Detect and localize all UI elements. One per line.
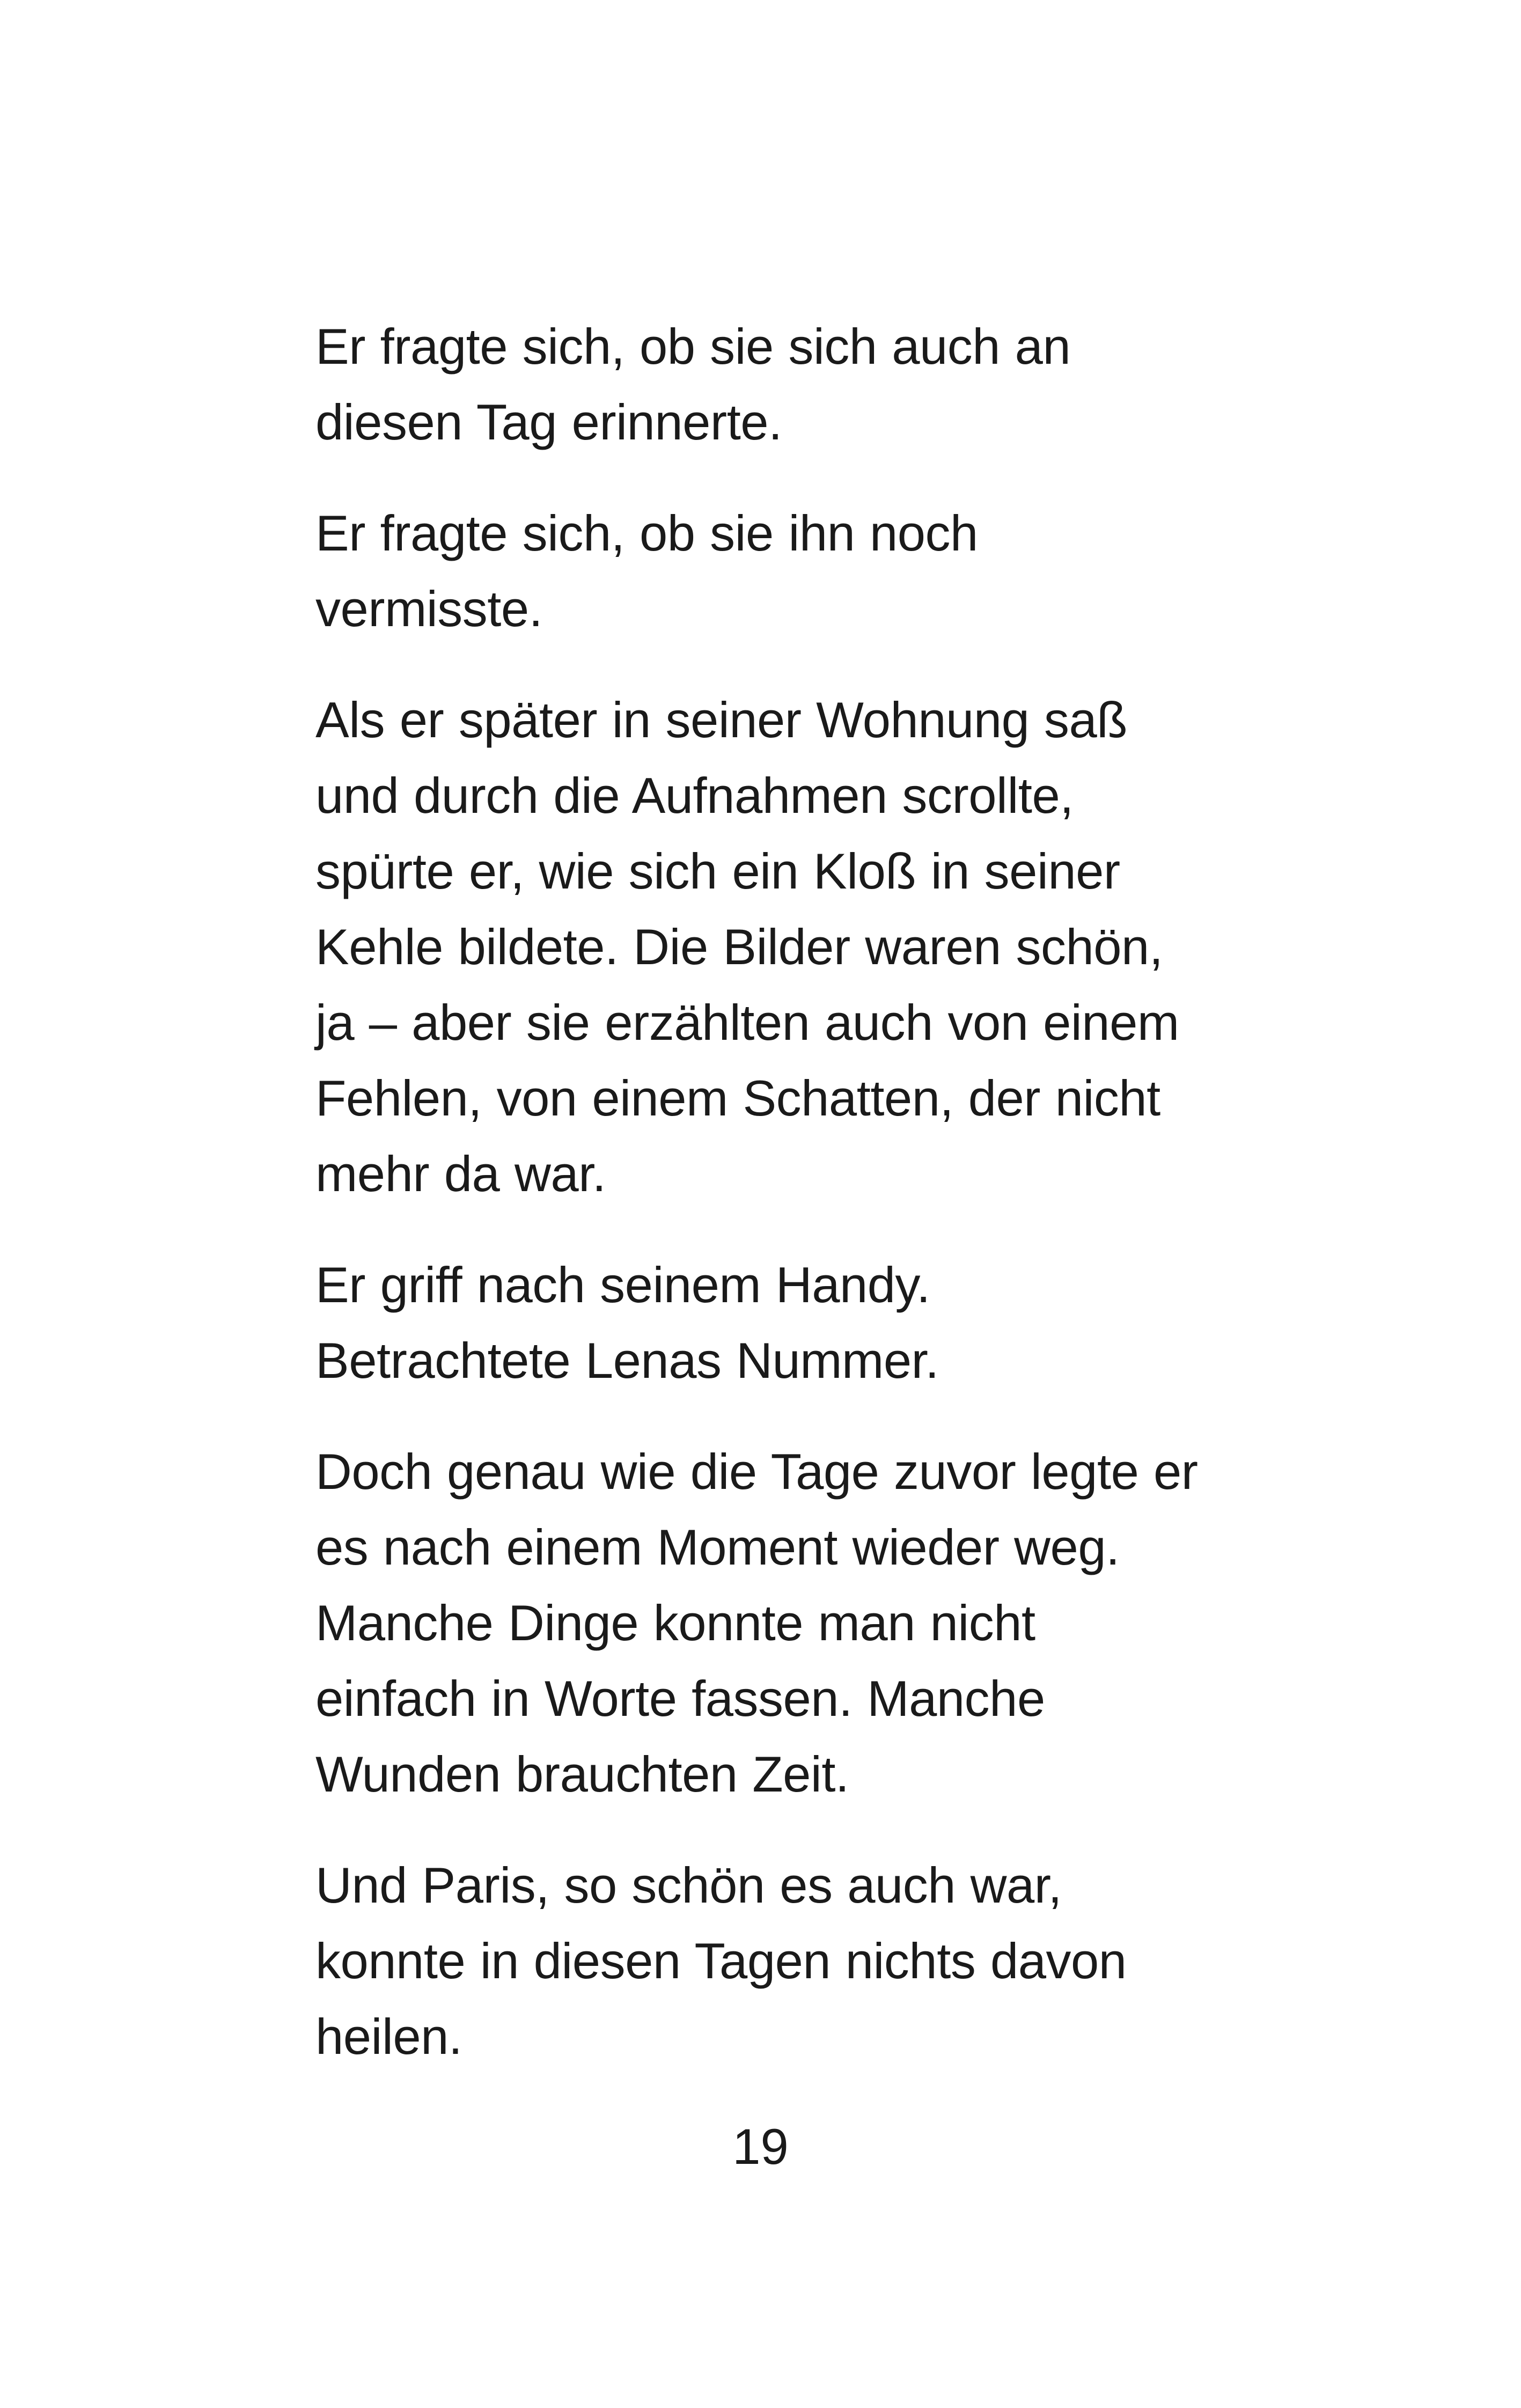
text-line: Doch genau wie die Tage zuvor legte er: [315, 1443, 1198, 1500]
text-line: Er fragte sich, ob sie sich auch an: [315, 318, 1071, 375]
page-body: [315, 309, 1260, 2110]
paragraph-2: [315, 495, 1260, 647]
text-line: Als er später in seiner Wohnung saß: [315, 692, 1128, 748]
text-line: Kehle bildete. Die Bilder waren schön,: [315, 919, 1163, 975]
text-line: Er griff nach seinem Handy.: [315, 1257, 930, 1313]
paragraph-6: [315, 1847, 1260, 2074]
paragraph-4: [315, 1247, 1260, 1398]
text-line: spürte er, wie sich ein Kloß in seiner: [315, 843, 1120, 899]
text-line: Fehlen, von einem Schatten, der nicht: [315, 1070, 1160, 1126]
paragraph-3: [315, 682, 1260, 1212]
text-line: heilen.: [315, 2008, 462, 2065]
text-line: Betrachtete Lenas Nummer.: [315, 1332, 939, 1389]
text-line: mehr da war.: [315, 1146, 606, 1202]
text-line: ja – aber sie erzählten auch von einem: [315, 994, 1179, 1051]
text-line: vermisste.: [315, 581, 543, 637]
text-line: konnte in diesen Tagen nichts davon: [315, 1933, 1127, 1989]
paragraph-5: [315, 1434, 1260, 1812]
text-line: diesen Tag erinnerte.: [315, 394, 782, 450]
paragraph-1: [315, 309, 1260, 460]
page-number: 19: [732, 2118, 789, 2175]
text-line: Manche Dinge konnte man nicht: [315, 1595, 1035, 1651]
text-line: und durch die Aufnahmen scrollte,: [315, 767, 1074, 824]
text-line: Und Paris, so schön es auch war,: [315, 1857, 1062, 1913]
text-line: Er fragte sich, ob sie ihn noch: [315, 505, 978, 561]
text-line: einfach in Worte fassen. Manche: [315, 1670, 1045, 1727]
text-line: Wunden brauchten Zeit.: [315, 1746, 849, 1802]
text-line: es nach einem Moment wieder weg.: [315, 1519, 1120, 1575]
